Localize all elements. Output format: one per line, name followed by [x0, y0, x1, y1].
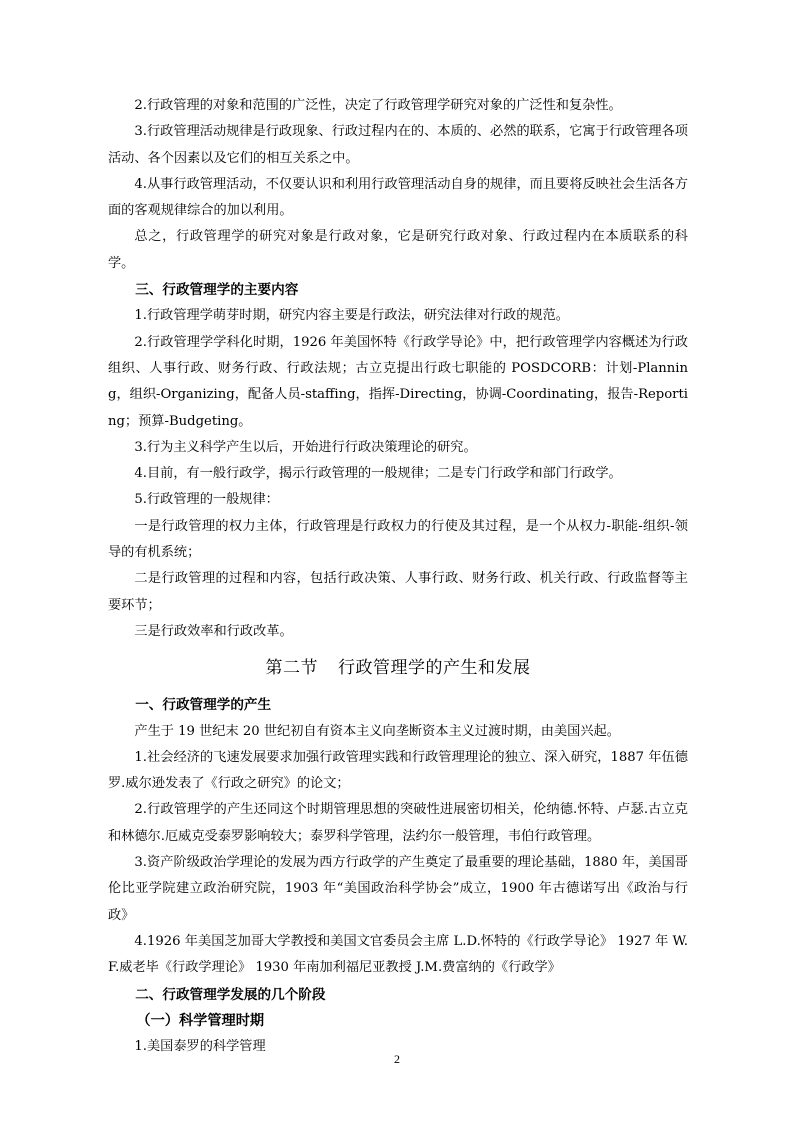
section-heading-origin: 一、行政管理学的产生	[135, 697, 272, 714]
paragraph: 4.从事行政管理活动，不仅要认识和利用行政管理活动自身的规律，而且要将反映社会生活各方面的客观规律综合的加以利用。	[108, 176, 688, 219]
paragraph: 总之，行政管理学的研究对象是行政对象，它是研究行政对象、行政过程内在本质联系的科学。	[108, 229, 688, 271]
paragraph: 3.行政管理活动规律是行政现象、行政过程内在的、本质的、必然的联系，它寓于行政管理各项活动、各个因素以及它们的相互关系之中。	[108, 124, 688, 166]
subsection-heading: （一）科学管理时期	[136, 1012, 265, 1029]
list-item: 3.资产阶级政治学理论的发展为西方行政学的产生奠定了最重要的理论基础，1880 年，美国哥伦比亚学院建立政治研究院，1903 年“美国政治科学协会”成立，1900 年古德诺写出《政治与行政》	[108, 855, 688, 923]
section-heading-main-content: 三、行政管理学的主要内容	[135, 282, 299, 299]
list-item: 1.社会经济的飞速发展要求加强行政管理实践和行政管理理论的独立、深入研究，1887 年伍德罗.威尔逊发表了《行政之研究》的论文；	[108, 749, 688, 792]
chapter-title	[108, 653, 688, 683]
paragraph: 2.行政管理的对象和范围的广泛性，决定了行政管理学研究对象的广泛性和复杂性。	[134, 98, 622, 113]
list-item: 1.行政管理学萌芽时期，研究内容主要是行政法，研究法律对行政的规范。	[134, 308, 569, 324]
list-item: 3.行为主义科学产生以后，开始进行行政决策理论的研究。	[134, 439, 477, 455]
list-item: 4.1926 年美国芝加哥大学教授和美国文官委员会主席 L.D.怀特的《行政学导论》 1927 年 W.F.威老毕《行政学理论》 1930 年南加利福尼亚教授 J.M.费富纳的《行政学》	[108, 933, 688, 976]
list-item: 2.行政管理学学科化时期，1926 年美国怀特《行政学导论》中，把行政管理学内容概述为行政组织、人事行政、财务行政、行政法规；古立克提出行政七职能的 POSDCORB：计划-Planning，组织-Organizing，配备人员-staffing，指挥-Directing，协调-Coordinating，报告-Reporting；预算-Budgeting。	[108, 334, 689, 429]
list-item: 二是行政管理的过程和内容，包括行政决策、人事行政、财务行政、机关行政、行政监督等主要环节；	[108, 571, 688, 613]
list-item: 2.行政管理学的产生还同这个时期管理思想的突破性进展密切相关，伦纳德.怀特、卢瑟.古立克和林德尔.厄威克受泰罗影响较大；泰罗科学管理，法约尔一般管理，韦伯行政管理。	[108, 802, 688, 844]
list-item: 三是行政效率和行政改革。	[134, 623, 293, 639]
list-item: 4.目前，有一般行政学，揭示行政管理的一般规律；二是专门行政学和部门行政学。	[134, 466, 622, 482]
section-heading-stages: 二、行政管理学发展的几个阶段	[135, 986, 326, 1003]
list-item: 5.行政管理的一般规律：	[134, 492, 279, 508]
list-item: 一是行政管理的权力主体，行政管理是行政权力的行使及其过程，是一个从权力-职能-组织-领导的有机系统；	[108, 518, 688, 561]
chapter-title-number: 第二节	[265, 658, 318, 679]
page-number: 2	[394, 1052, 400, 1066]
page-content	[108, 93, 688, 1060]
list-item: 1.美国泰罗的科学管理	[134, 1039, 266, 1055]
list-item: 产生于 19 世纪末 20 世纪初自有资本主义向垄断资本主义过渡时期，由美国兴起。	[134, 723, 620, 739]
chapter-title-text: 行政管理学的产生和发展	[338, 658, 531, 679]
